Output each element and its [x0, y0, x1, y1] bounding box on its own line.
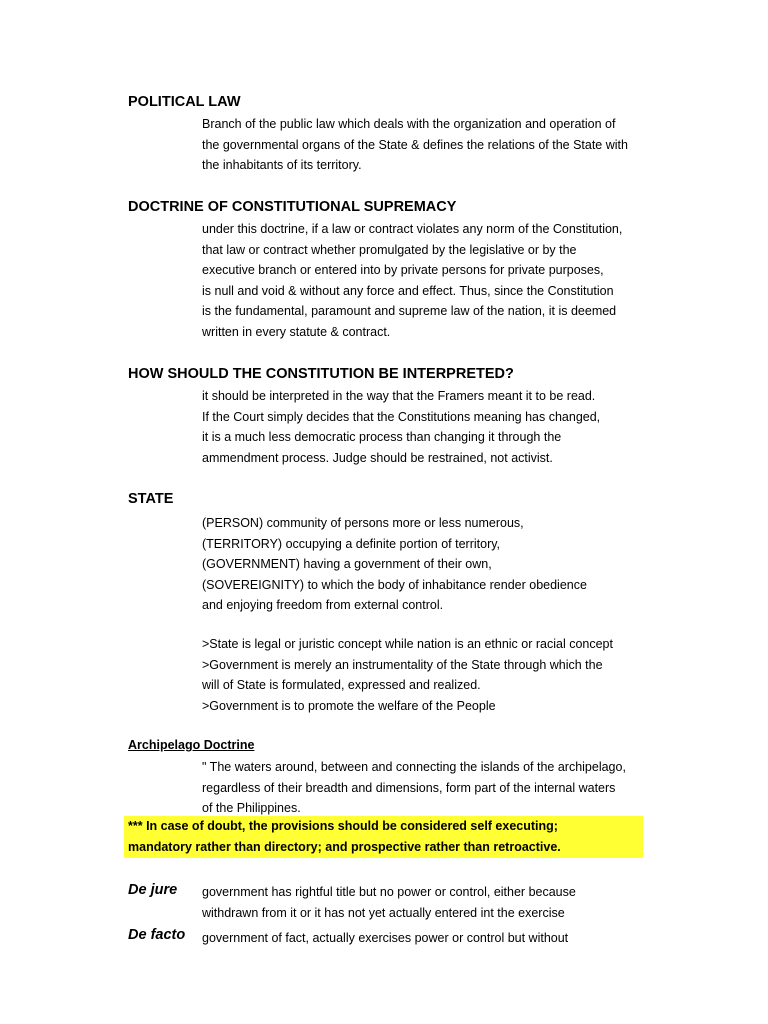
text-line: ammendment process. Judge should be restrained, not activist. — [202, 450, 553, 465]
heading-constitutional-supremacy: DOCTRINE OF CONSTITUTIONAL SUPREMACY — [128, 199, 457, 215]
text-line: >State is legal or juristic concept while nation is an ethnic or racial concept — [202, 637, 613, 651]
highlight-line: *** In case of doubt, the provisions should be considered self executing; — [128, 819, 558, 833]
text-line: is null and void & without any force and effect. Thus, since the Constitution — [202, 283, 614, 298]
state-elements-text — [202, 513, 587, 616]
interpretation-text — [202, 386, 600, 468]
text-line: it is a much less democratic process than changing it through the — [202, 430, 562, 445]
archipelago-text — [202, 757, 626, 819]
text-line: (GOVERNMENT) having a government of their own, — [202, 557, 492, 572]
heading-interpretation: HOW SHOULD THE CONSTITUTION BE INTERPRETED? — [128, 366, 514, 382]
heading-political-law: POLITICAL LAW — [128, 94, 241, 110]
text-line: withdrawn from it or it has not yet actually entered int the exercise — [202, 905, 565, 920]
text-line: If the Court simply decides that the Constitutions meaning has changed, — [202, 409, 601, 424]
text-line: (PERSON) community of persons more or less numerous, — [202, 516, 524, 530]
text-line: written in every statute & contract. — [202, 324, 391, 339]
text-line: >Government is merely an instrumentality of the State through which the — [202, 657, 603, 672]
de-jure-definition — [202, 882, 576, 923]
text-line: and enjoying freedom from external control. — [202, 598, 444, 613]
text-line: is the fundamental, paramount and supreme law of the nation, it is deemed — [202, 304, 617, 319]
text-line: will of State is formulated, expressed and realized. — [202, 678, 481, 693]
text-line: (SOVEREIGNITY) to which the body of inhabitance render obedience — [202, 577, 587, 592]
text-line: government has rightful title but no power or control, either because — [202, 885, 576, 899]
heading-state: STATE — [128, 491, 174, 507]
text-line: it should be interpreted in the way that the Framers meant it to be read. — [202, 389, 596, 403]
text-line: that law or contract whether promulgated by the legislative or by the — [202, 242, 577, 257]
text-line: of the Philippines. — [202, 801, 301, 816]
highlight-line: mandatory rather than directory; and prospective rather than retroactive. — [128, 840, 561, 854]
text-line: under this doctrine, if a law or contract violates any norm of the Constitution, — [202, 222, 623, 236]
text-line: >Government is to promote the welfare of the People — [202, 698, 496, 713]
text-line: " The waters around, between and connecting the islands of the archipelago, — [202, 760, 626, 774]
constitutional-supremacy-text — [202, 219, 622, 343]
de-facto-definition — [202, 928, 568, 949]
heading-archipelago-doctrine: Archipelago Doctrine — [128, 738, 255, 752]
term-de-jure: De jure — [128, 882, 178, 898]
term-de-facto: De facto — [128, 927, 186, 943]
political-law-text — [202, 114, 628, 176]
text-line: the governmental organs of the State & defines the relations of the State with — [202, 137, 628, 152]
text-line: Branch of the public law which deals with the organization and operation of — [202, 117, 616, 131]
text-line: executive branch or entered into by private persons for private purposes, — [202, 263, 604, 278]
text-line: the inhabitants of its territory. — [202, 158, 362, 173]
text-line: (TERRITORY) occupying a definite portion of territory, — [202, 536, 501, 551]
state-notes-text — [202, 634, 613, 716]
highlighted-note — [124, 816, 643, 858]
text-line: government of fact, actually exercises power or control but without — [202, 931, 569, 945]
text-line: regardless of their breadth and dimensions, form part of the internal waters — [202, 780, 616, 795]
